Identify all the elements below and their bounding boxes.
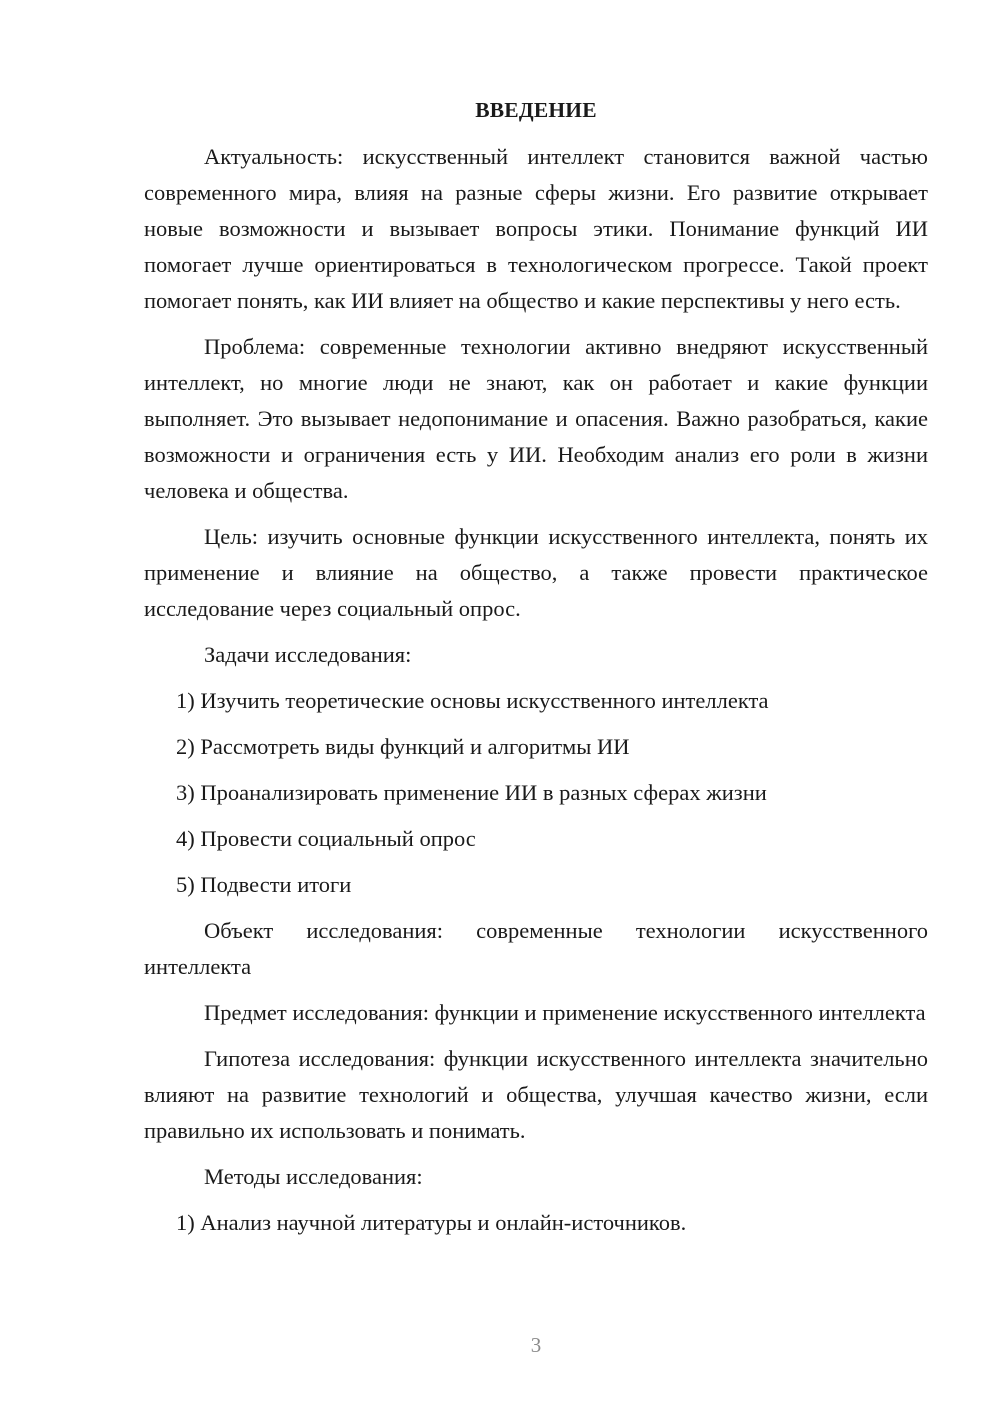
methods-heading: Методы исследования:	[204, 1164, 423, 1189]
list-item-task-4: 4) Провести социальный опрос	[176, 826, 476, 851]
relevance-paragraph: Актуальность: искусственный интеллект становится важной частью современного мира, влияя на разные сферы жизни. Его развитие открывает новые возможности и вызывает вопросы этики. Понимание функций ИИ помогает лучше ориентироваться в технологическом прогрессе. Такой проект помогает понять, как ИИ влияет на общество и какие перспективы у него есть.	[144, 144, 928, 313]
tasks-list	[144, 683, 928, 903]
section-title: ВВЕДЕНИЕ	[475, 98, 597, 122]
page-number: 3	[530, 1333, 542, 1357]
list-item-task-1: 1) Изучить теоретические основы искусственного интеллекта	[176, 688, 769, 713]
methods-list	[144, 1205, 928, 1241]
problem-paragraph: Проблема: современные технологии активно внедряют искусственный интеллект, но многие люди не знают, как он работает и какие функции выполняет. Это вызывает недопонимание и опасения. Важно разобраться, какие возможности и ограничения есть у ИИ. Необходим анализ его роли в жизни человека и общества.	[144, 334, 928, 503]
hypothesis-paragraph: Гипотеза исследования: функции искусственного интеллекта значительно влияют на развитие технологий и общества, улучшая качество жизни, если правильно их использовать и понимать.	[144, 1046, 928, 1143]
list-item-task-3: 3) Проанализировать применение ИИ в разных сферах жизни	[176, 780, 767, 805]
goal-paragraph: Цель: изучить основные функции искусственного интеллекта, понять их применение и влияние на общество, а также провести практическое исследование через социальный опрос.	[144, 524, 928, 621]
list-item-task-5: 5) Подвести итоги	[176, 872, 352, 897]
subject-paragraph: Предмет исследования: функции и применение искусственного интеллекта	[204, 1000, 926, 1025]
object-paragraph: Объект исследования: современные технологии искусственного интеллекта	[144, 918, 928, 979]
list-item-method-1: 1) Анализ научной литературы и онлайн-источников.	[176, 1210, 687, 1235]
list-item-task-2: 2) Рассмотреть виды функций и алгоритмы ИИ	[176, 734, 630, 759]
tasks-heading: Задачи исследования:	[204, 642, 412, 667]
